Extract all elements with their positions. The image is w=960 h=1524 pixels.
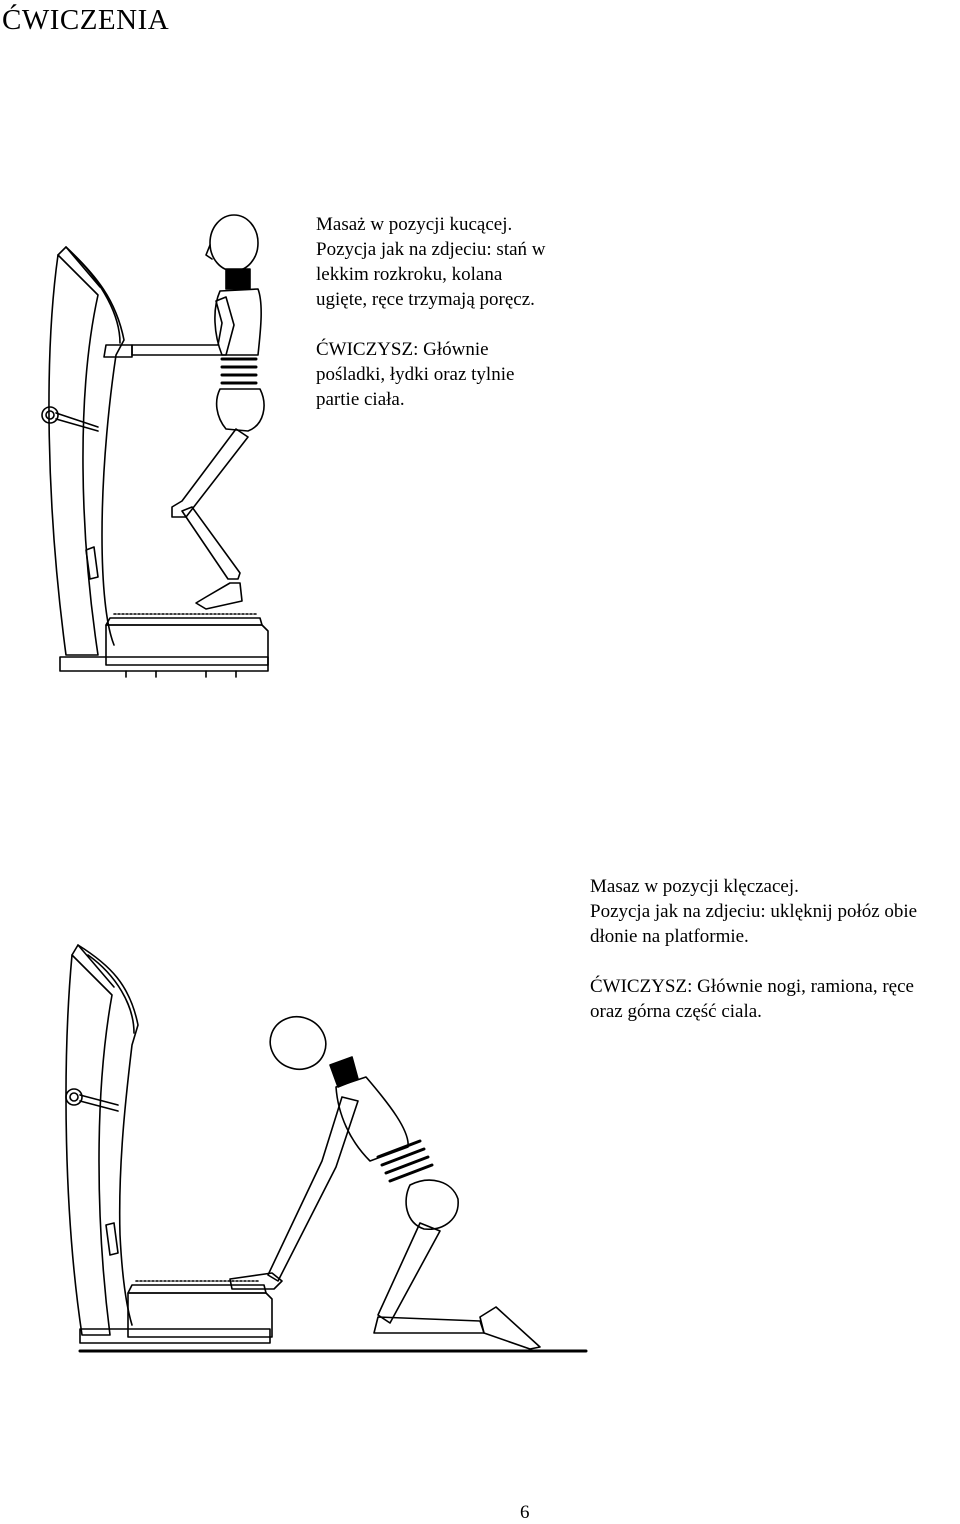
platform-base [60, 657, 268, 671]
machine-knob [42, 407, 58, 423]
exercise-2-target-line: ĆWICZYSZ: Głównie nogi, ramiona, ręce [590, 976, 914, 997]
exercise-1-target-line: pośladki, łydki oraz tylnie [316, 364, 515, 385]
platform-base [80, 1329, 270, 1343]
platform [128, 1293, 272, 1337]
kneeling-exercise-illustration [60, 935, 590, 1355]
mannequin-thigh [378, 1223, 440, 1323]
squat-exercise-illustration [36, 205, 296, 685]
mannequin-head [210, 215, 258, 271]
exercise-2-description [590, 874, 960, 1024]
mannequin-hip [406, 1180, 458, 1229]
page-number: 6 [520, 1502, 530, 1523]
exercise-2-text-line: dłonie na platformie. [590, 926, 749, 947]
exercise-1-text-line: ugięte, ręce trzymają poręcz. [316, 289, 535, 310]
exercise-1-text-line: Pozycja jak na zdjeciu: stań w [316, 239, 546, 260]
exercise-1-title: Masaż w pozycji kucącej. [316, 214, 513, 235]
mannequin-foot [196, 583, 242, 609]
mannequin-shin [374, 1317, 484, 1333]
platform [106, 625, 268, 665]
machine-handrail [78, 945, 138, 1325]
exercise-2-text-line: Pozycja jak na zdjeciu: uklęknij połóz obie [590, 901, 918, 922]
exercise-1-target-line: ĆWICZYSZ: Głównie [316, 339, 489, 360]
page-title: ĆWICZENIA [2, 4, 170, 36]
exercise-1-text-line: lekkim rozkroku, kolana [316, 264, 503, 285]
exercise-2-title: Masaz w pozycji klęczacej. [590, 876, 799, 897]
mannequin-foot [480, 1307, 540, 1349]
machine-column [66, 955, 112, 1335]
machine-knob [66, 1089, 82, 1105]
mannequin-hip [217, 389, 264, 431]
exercise-1-description [316, 212, 616, 412]
mannequin-thigh [172, 429, 248, 517]
machine-column [49, 255, 98, 655]
mannequin-head [263, 1009, 333, 1077]
exercise-2-target-line: oraz górna część ciala. [590, 1001, 762, 1022]
mannequin-shin [182, 507, 240, 579]
exercise-1-target-line: partie ciała. [316, 389, 405, 410]
